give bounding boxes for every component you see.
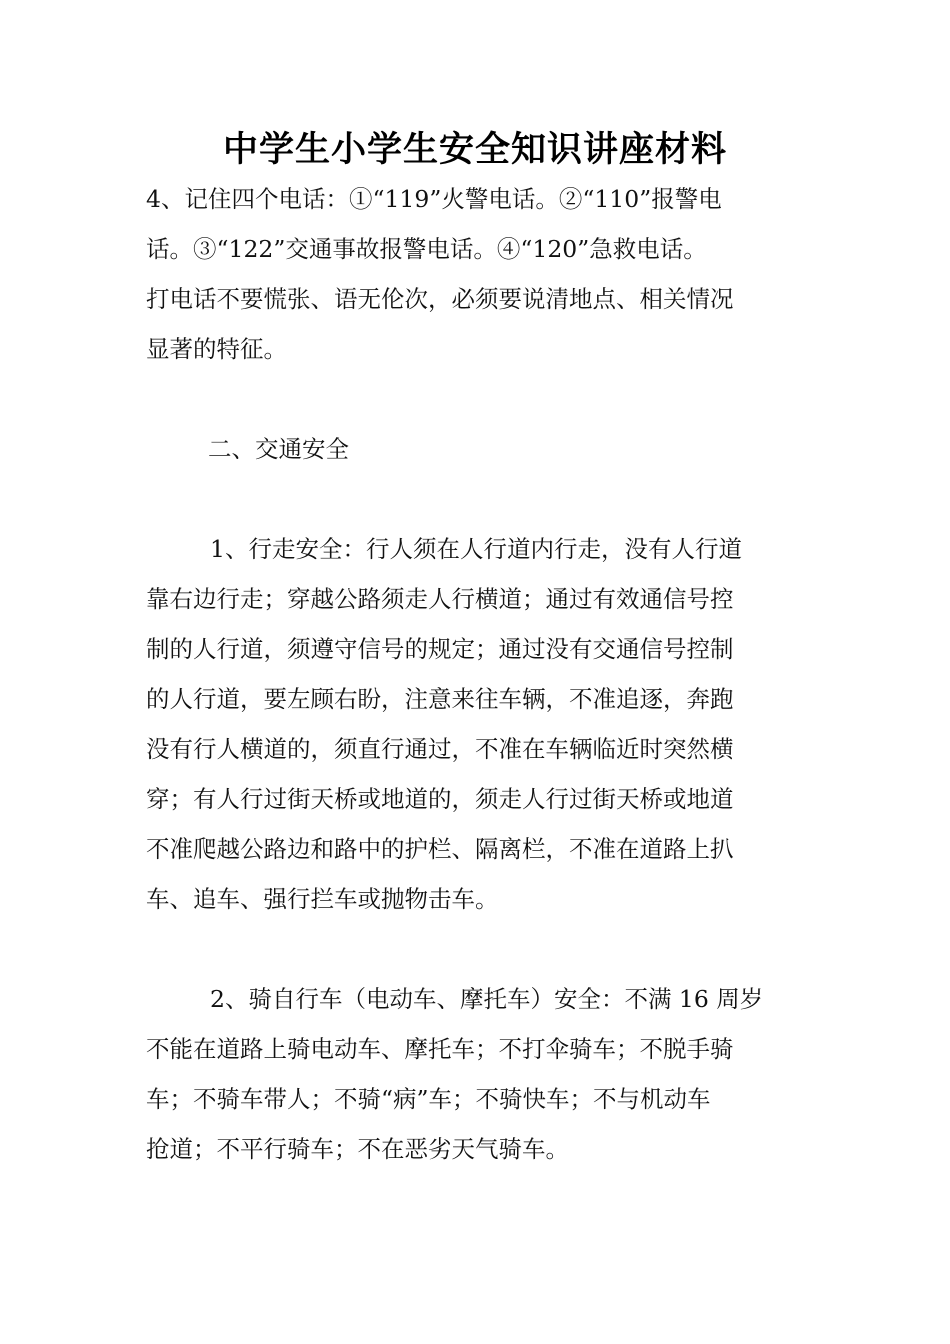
page-title: 中学生小学生安全知识讲座材料 xyxy=(222,130,727,170)
paragraph-walking-safety xyxy=(146,524,806,924)
paragraph-cycling-safety xyxy=(146,974,806,1174)
text-line: 制的人行道，须遵守信号的规定；通过没有交通信号控制 xyxy=(146,635,734,663)
text-line: 靠右边行走；穿越公路须走人行横道；通过有效通信号控 xyxy=(146,585,734,613)
text-line: 4、记住四个电话：①“119”火警电话。②“110”报警电 xyxy=(146,185,722,213)
text-line: 1、行走安全：行人须在人行道内行走，没有人行道 xyxy=(210,535,742,563)
text-line: 2、骑自行车（电动车、摩托车）安全：不满 16 周岁 xyxy=(210,985,764,1013)
text-line: 车、追车、强行拦车或抛物击车。 xyxy=(146,885,499,913)
text-line: 的人行道，要左顾右盼，注意来往车辆，不准追逐，奔跑 xyxy=(146,685,734,713)
text-line: 穿；有人行过街天桥或地道的，须走人行过街天桥或地道 xyxy=(146,785,734,813)
text-line: 不准爬越公路边和路中的护栏、隔离栏，不准在道路上扒 xyxy=(146,835,734,863)
text-line: 不能在道路上骑电动车、摩托车；不打伞骑车；不脱手骑 xyxy=(146,1035,734,1063)
text-line: 话。③“122”交通事故报警电话。④“120”急救电话。 xyxy=(146,235,707,263)
paragraph-emergency-phones xyxy=(146,174,806,374)
text-line: 显著的特征。 xyxy=(146,335,287,363)
text-line: 打电话不要慌张、语无伦次，必须要说清地点、相关情况 xyxy=(146,285,734,313)
section-heading-traffic-safety: 二、交通安全 xyxy=(208,435,349,463)
text-line: 车；不骑车带人；不骑“病”车；不骑快车；不与机动车 xyxy=(146,1085,711,1113)
text-line: 没有行人横道的，须直行通过，不准在车辆临近时突然横 xyxy=(146,735,734,763)
text-line: 抢道；不平行骑车；不在恶劣天气骑车。 xyxy=(146,1135,569,1163)
